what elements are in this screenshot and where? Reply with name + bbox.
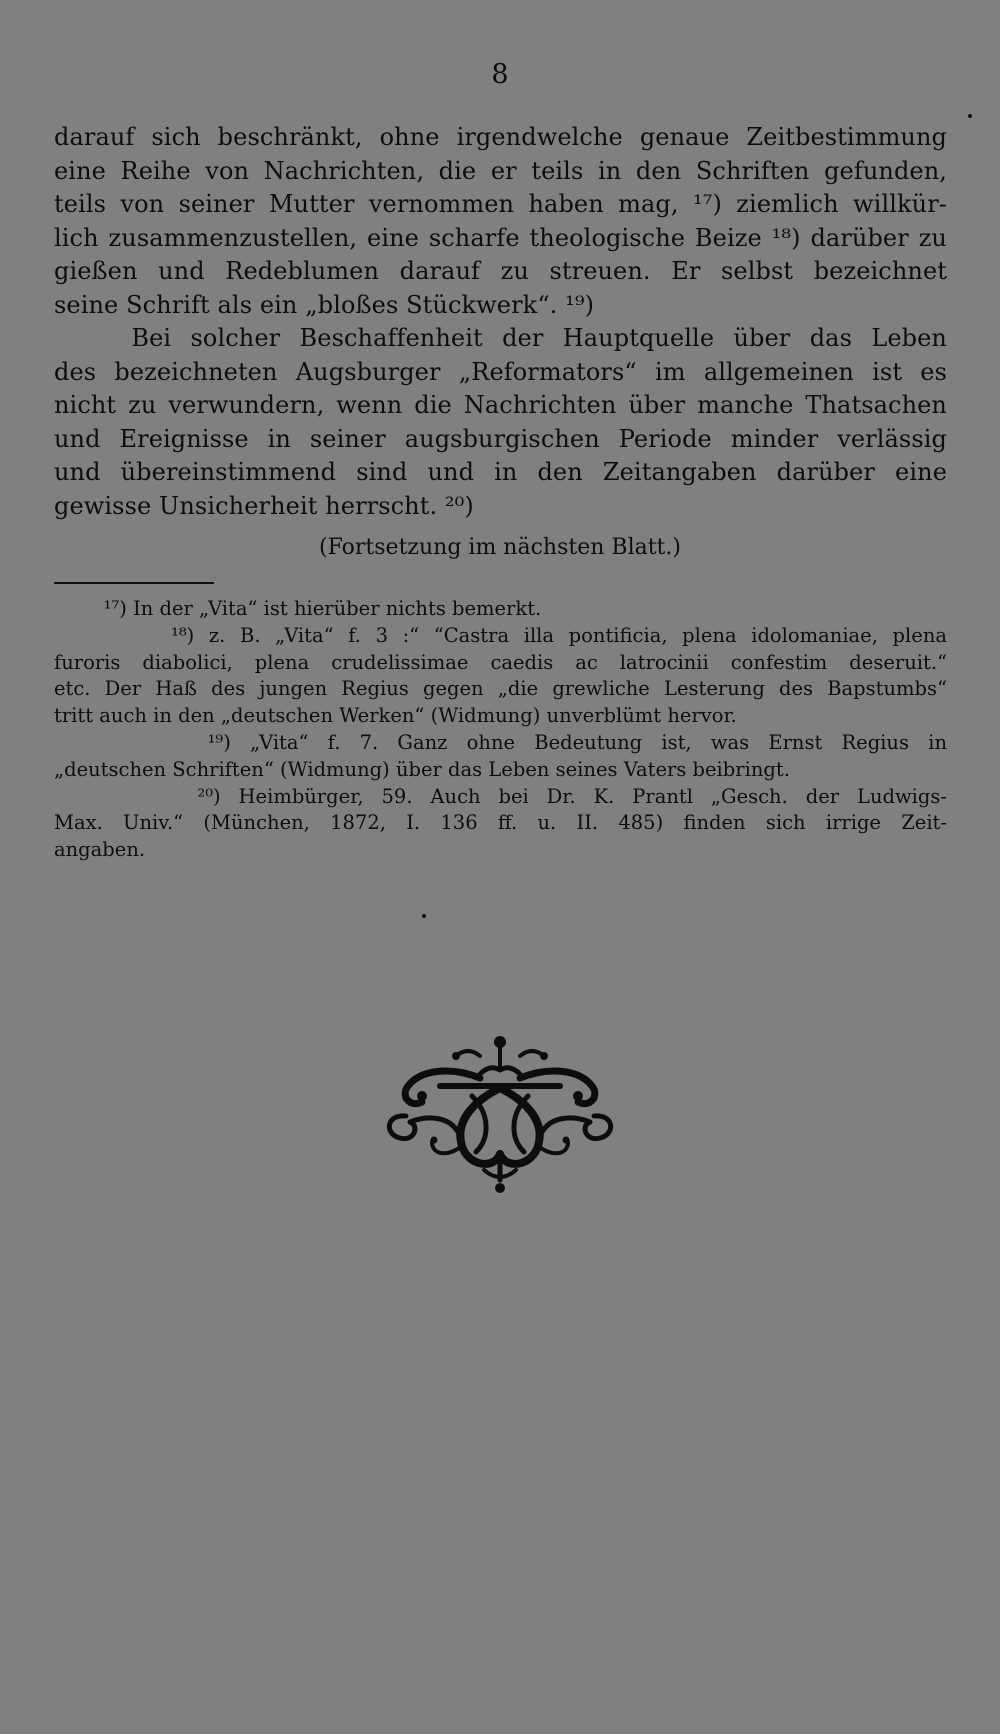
footnote-line: furoris diabolici, plena crudelissimae caedis ac latrocinii confestim deseruit.“ (54, 650, 947, 674)
body-line: und Ereignisse in seiner augsburgischen Periode minder verlässig (54, 424, 947, 453)
footnote-line: ¹⁹) „Vita“ f. 7. Ganz ohne Bedeutung ist, was Ernst Regius in (54, 730, 947, 754)
footnote-line: angaben. (54, 838, 146, 862)
speck-mark (422, 914, 426, 918)
footnotes (54, 596, 947, 864)
footnote-line: „deutschen Schriften“ (Widmung) über das Leben seines Vaters beibringt. (54, 757, 790, 781)
body-line: gewisse Unsicherheit herrscht. ²⁰) (54, 491, 474, 520)
footnote-line: ²⁰) Heimbürger, 59. Auch bei Dr. K. Prantl „Gesch. der Ludwigs- (54, 784, 947, 808)
ornamental-vignette-icon (380, 1030, 620, 1200)
continuation-note: (Fortsetzung im nächsten Blatt.) (319, 535, 681, 560)
body-line: lich zusammenzustellen, eine scharfe theologische Beize ¹⁸) darüber zu (54, 223, 947, 252)
body-line: und übereinstimmend sind und in den Zeitangaben darüber eine (54, 458, 947, 486)
page-number: 8 (491, 59, 509, 90)
body-line: Bei solcher Beschaffenheit der Hauptquelle über das Leben (54, 324, 947, 352)
body-line: darauf sich beschränkt, ohne irgendwelche genaue Zeitbestimmung (54, 123, 947, 151)
footnote-line: tritt auch in den „deutschen Werken“ (Widmung) unverblümt hervor. (54, 704, 737, 728)
body-line: gießen und Redeblumen darauf zu streuen. Er selbst bezeichnet (54, 257, 947, 285)
body-line: teils von seiner Mutter vernommen haben mag, ¹⁷) ziemlich willkür- (54, 190, 947, 218)
body-text (54, 121, 947, 523)
footnote-line: etc. Der Haß des jungen Regius gegen „die grewliche Lesterung des Bapstumbs“ (54, 677, 947, 701)
speck-mark (968, 114, 972, 118)
body-line: des bezeichneten Augsburger „Reformators“ im allgemeinen ist es (54, 357, 947, 386)
footnote-line: ¹⁸) z. B. „Vita“ f. 3 :“ “Castra illa pontificia, plena idolomaniae, plena (54, 623, 947, 647)
footnote-line: ¹⁷) In der „Vita“ ist hierüber nichts bemerkt. (54, 597, 542, 620)
footnote-divider (54, 582, 214, 584)
footnote-line: Max. Univ.“ (München, 1872, I. 136 ff. u. II. 485) finden sich irrige Zeit- (54, 811, 947, 835)
body-line: nicht zu verwundern, wenn die Nachrichten über manche Thatsachen (54, 391, 947, 419)
body-line: seine Schrift als ein „bloßes Stückwerk“. ¹⁹) (54, 290, 595, 319)
body-line: eine Reihe von Nachrichten, die er teils in den Schriften gefunden, (54, 156, 947, 185)
